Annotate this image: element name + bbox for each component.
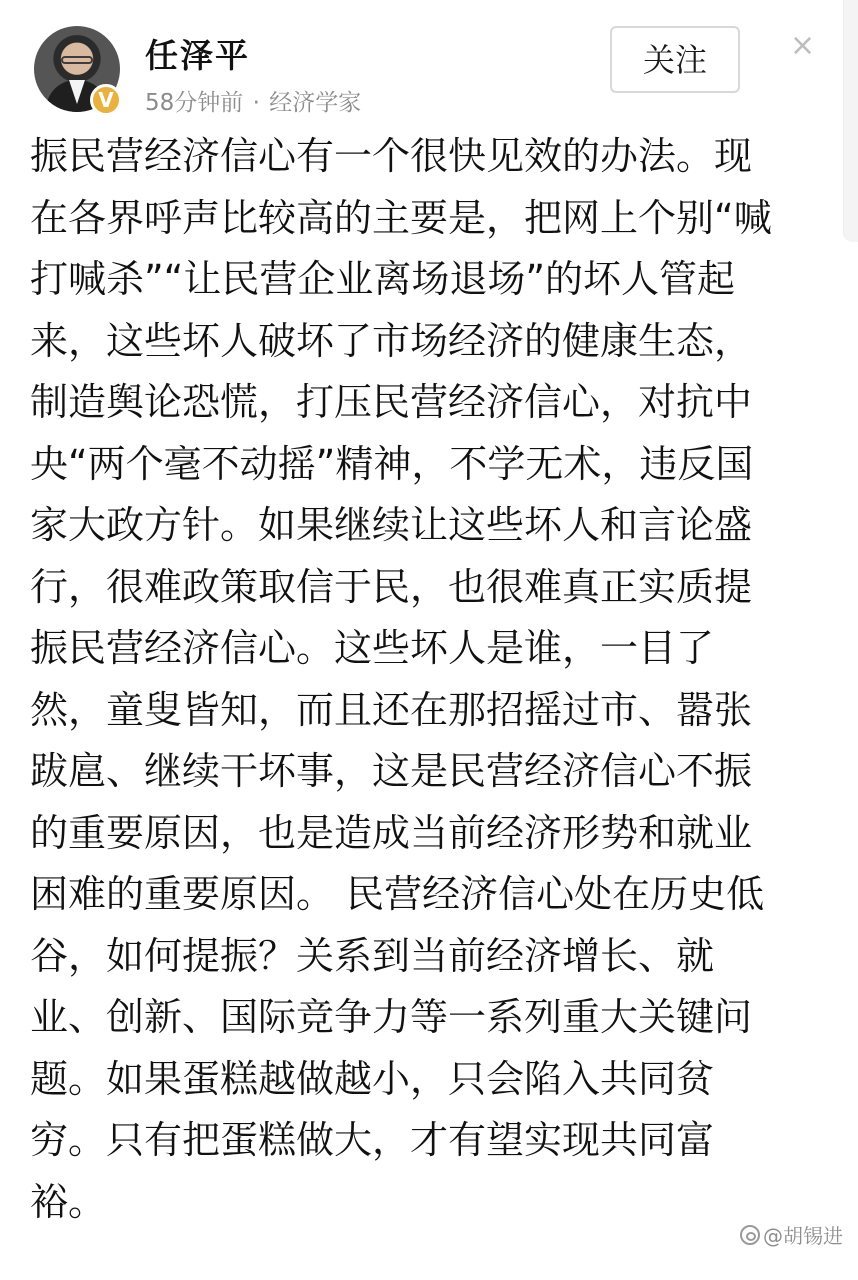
- verified-badge-icon: V: [90, 84, 122, 116]
- close-icon[interactable]: ×: [790, 28, 816, 63]
- post-line: 央“两个毫不动摇”精神，不学无术，违反国: [30, 441, 754, 486]
- post-line: 的重要原因，也是造成当前经济形势和就业: [30, 810, 753, 855]
- follow-button[interactable]: 关注: [610, 26, 740, 93]
- post-body: [30, 126, 830, 1233]
- post-line: 家大政方针。如果继续让这些坏人和言论盛: [30, 503, 753, 547]
- post-line: 制造舆论恐慌，打压民营经济信心，对抗中: [30, 380, 753, 424]
- scrollbar[interactable]: [843, 0, 858, 242]
- post-line: 振民营经济信心。这些坏人是谁，一目了: [30, 626, 715, 670]
- watermark-text: @胡锡进: [763, 1224, 843, 1248]
- avatar-glasses: [61, 56, 93, 64]
- post-meta: [145, 84, 361, 117]
- post-line: 谷，如何提振？关系到当前经济增长、就: [30, 933, 715, 978]
- post-line: 跋扈、继续干坏事，这是民营经济信心不振: [30, 749, 753, 793]
- post-line: 穷。只有把蛋糕做大，才有望实现共同富: [30, 1118, 715, 1162]
- author-title: 经济学家: [269, 90, 362, 116]
- post-header: [0, 0, 858, 128]
- post-line: 振民营经济信心有一个很快见效的办法。现: [30, 134, 753, 178]
- post-line: 行，很难政策取信于民，也很难真正实质提: [30, 564, 753, 609]
- post-line: 然，童叟皆知，而且还在那招摇过市、嚣张: [30, 687, 753, 732]
- post-line: 业、创新、国际竞争力等一系列重大关键问: [30, 995, 753, 1039]
- post-line: 来，这些坏人破坏了市场经济的健康生态，: [30, 318, 753, 363]
- weibo-icon: [740, 1225, 760, 1245]
- post-line: 困难的重要原因。 民营经济信心处在历史低: [30, 872, 765, 916]
- post-line: 打喊杀”“让民营企业离场退场”的坏人管起: [30, 257, 736, 301]
- watermark: [736, 1222, 847, 1250]
- post-line: 在各界呼声比较高的主要是，把网上个别“喊: [30, 195, 772, 240]
- author-name[interactable]: 任泽平: [145, 36, 250, 75]
- meta-separator: ·: [252, 90, 260, 116]
- post-time: 58分钟前: [145, 90, 244, 116]
- post-line: 题。如果蛋糕越做越小，只会陷入共同贫: [30, 1056, 715, 1101]
- post-line: 裕。: [30, 1179, 107, 1224]
